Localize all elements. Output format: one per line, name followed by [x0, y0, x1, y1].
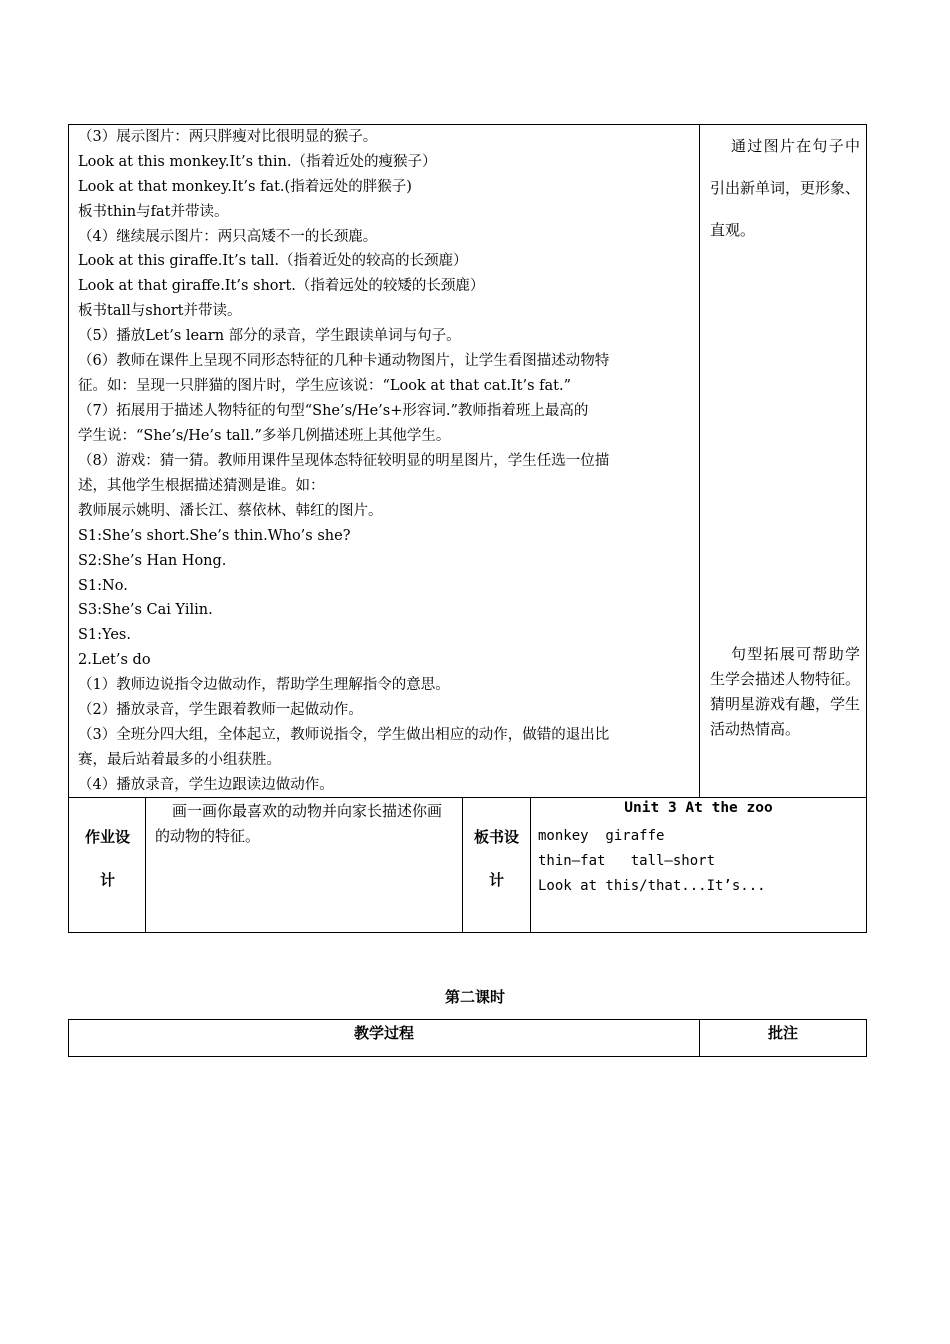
- process-line: S1:No.: [78, 578, 128, 594]
- notes-column-divider: [699, 124, 700, 797]
- process-line: 2.Let’s do: [78, 652, 151, 668]
- board-line: Look at this/that...It’s...: [538, 878, 766, 894]
- board-label-end: 计: [488, 871, 504, 889]
- homework-label-end: 计: [99, 871, 115, 889]
- process-line: S2:She’s Han Hong.: [78, 553, 227, 569]
- annotation-note: 通过图片在句子中引出新单词，更形象、直观。: [710, 137, 861, 239]
- process-line: S1:She’s short.She’s thin.Who’s she?: [78, 528, 351, 544]
- process-line: （4）播放录音，学生边跟读边做动作。: [78, 777, 334, 793]
- table-right-border: [866, 124, 867, 933]
- process-line: Look at this monkey.It’s thin.（指着近处的瘦猴子）: [78, 154, 437, 170]
- process-line: （5）播放Let’s learn 部分的录音，学生跟读单词与句子。: [78, 328, 461, 344]
- process-line: S3:She’s Cai Yilin.: [78, 602, 213, 618]
- table-bottom-border: [68, 1056, 867, 1057]
- process-line: （1）教师边说指令边做动作，帮助学生理解指令的意思。: [78, 677, 450, 693]
- process-line: Look at that giraffe.It’s short.（指着远处的较矮的长颈鹿）: [78, 278, 485, 294]
- section-title: 第二课时: [444, 988, 505, 1006]
- process-line: 赛，最后站着最多的小组获胜。: [78, 752, 281, 768]
- homework-content: 画一画你最喜欢的动物并向家长描述你画的动物的特征。: [155, 802, 443, 845]
- board-label-right-divider: [530, 797, 531, 932]
- process-line: （2）播放录音，学生跟着教师一起做动作。: [78, 702, 363, 718]
- board-label: 板书设: [473, 828, 519, 846]
- process-line: （7）拓展用于描述人物特征的句型“She’s/He’s+形容词.”教师指着班上最高的: [78, 403, 589, 419]
- column-header-notes: 批注: [767, 1024, 798, 1042]
- process-line: （3）全班分四大组，全体起立，教师说指令，学生做出相应的动作，做错的退出比: [78, 727, 610, 743]
- process-line: S1:Yes.: [78, 627, 131, 643]
- board-label-left-divider: [462, 797, 463, 932]
- board-line: thin—fat tall—short: [538, 853, 716, 869]
- table-left-border: [68, 124, 69, 933]
- process-line: 板书thin与fat并带读。: [78, 204, 229, 220]
- process-line: 板书tall与short并带读。: [78, 303, 242, 319]
- process-line: 述，其他学生根据描述猜测是谁。如：: [78, 478, 325, 494]
- table-bottom-border: [68, 932, 867, 933]
- annotation-note: 句型拓展可帮助学生学会描述人物特征。猜明星游戏有趣，学生活动热情高。: [710, 645, 861, 738]
- process-line: Look at that monkey.It’s fat.(指着远处的胖猴子): [78, 179, 412, 195]
- process-line: （8）游戏：猜一猜。教师用课件呈现体态特征较明显的明星图片，学生任选一位描: [78, 453, 610, 469]
- homework-label-divider: [145, 797, 146, 932]
- process-line: 教师展示姚明、潘长江、蔡依林、韩红的图片。: [78, 503, 383, 519]
- board-line: monkey giraffe: [538, 828, 665, 844]
- column-header-process: 教学过程: [353, 1024, 414, 1042]
- process-line: Look at this giraffe.It’s tall.（指着近处的较高的长颈鹿）: [78, 253, 468, 269]
- process-line: 征。如：呈现一只胖猫的图片时，学生应该说：“Look at that cat.It’s fat.”: [78, 378, 571, 394]
- process-line: 学生说：“She’s/He’s tall.”多举几例描述班上其他学生。: [78, 428, 451, 444]
- table-right-border: [866, 1019, 867, 1057]
- table-top-border: [68, 1019, 867, 1020]
- process-line: （3）展示图片：两只胖瘦对比很明显的猴子。: [78, 129, 378, 145]
- process-line: （6）教师在课件上呈现不同形态特征的几种卡通动物图片，让学生看图描述动物特: [78, 353, 610, 369]
- board-title: Unit 3 At the zoo: [624, 800, 773, 816]
- process-line: （4）继续展示图片：两只高矮不一的长颈鹿。: [78, 229, 378, 245]
- homework-label: 作业设: [84, 828, 130, 846]
